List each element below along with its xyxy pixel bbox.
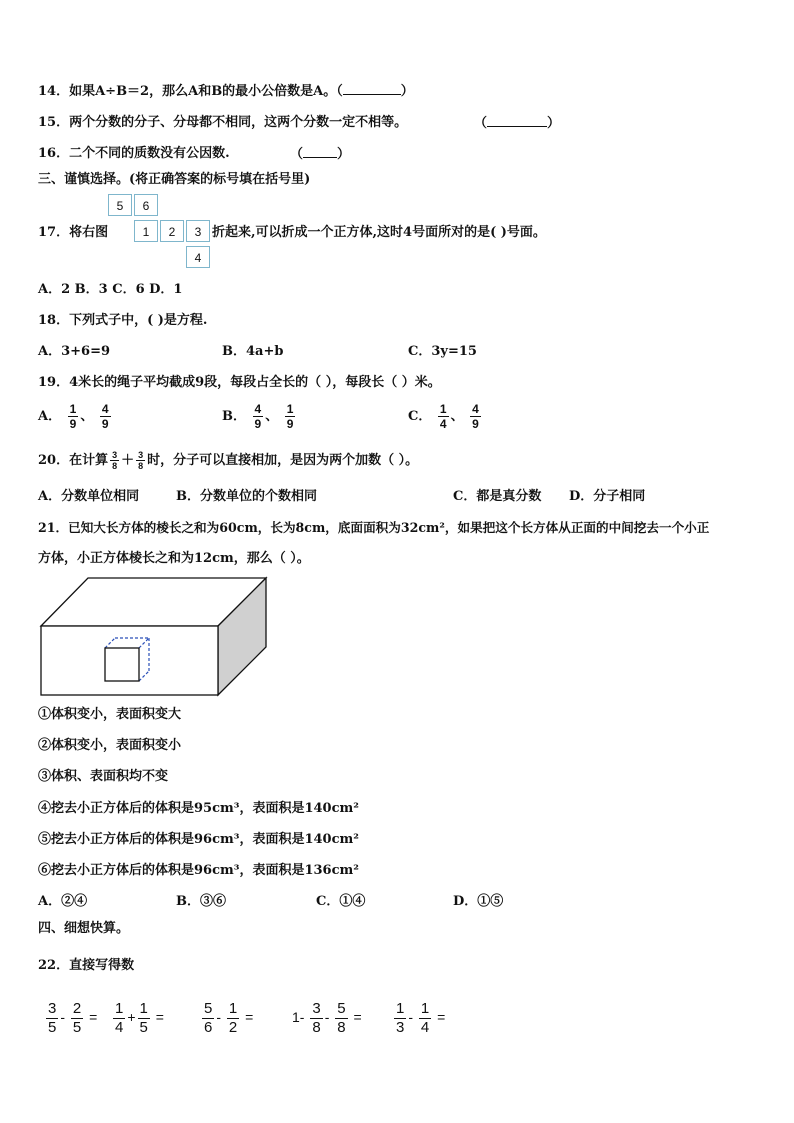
question-16: 16．二个不同的质数没有公因数. [38, 146, 230, 161]
question-14: 14．如果A÷B＝2，那么A和B的最小公倍数是A。（ ） [38, 84, 414, 99]
net-face-4: 4 [186, 246, 210, 268]
section-4-heading: 四、细想快算。 [38, 921, 130, 936]
option-19-c: C． $\frac{1}{4}$ 、 $\frac{4}{9}$ [408, 402, 479, 431]
section-3-heading: 三、谨慎选择。(将正确答案的标号填在括号里) [38, 172, 311, 187]
net-face-5: 5 [108, 194, 132, 216]
statement-3: ③体积、表面积均不变 [38, 769, 169, 784]
net-face-2: 2 [160, 220, 184, 242]
question-20: 20．在计算 $\frac{3}{8}$ ＋ $\frac{3}{8}$ 时，分子可以直接相加，是因为两个加数（ ）。 [38, 450, 419, 471]
cuboid-figure [38, 575, 270, 697]
option-18-c: C．3y=15 [408, 344, 477, 359]
option-21-b: B．③⑥ [176, 894, 226, 909]
calc-expression-3: $\frac{5}{6}$ - $\frac{1}{2}$ = [204, 1000, 254, 1036]
statement-1: ①体积变小，表面积变大 [38, 707, 182, 722]
fraction: $\frac{5}{6}$ [204, 1000, 213, 1036]
option-19-a: A． $\frac{1}{9}$ 、 $\frac{4}{9}$ [38, 402, 109, 431]
cuboid-side-face [218, 578, 266, 695]
question-19: 19．4米长的绳子平均截成9段，每段占全长的（ ），每段长（ ）米。 [38, 375, 441, 390]
statement-5: ⑤挖去小正方体后的体积是96cm³，表面积是140cm² [38, 832, 359, 847]
option-20-b: B．分数单位的个数相同 [176, 489, 317, 504]
question-22: 22．直接写得数 [38, 958, 135, 973]
statement-4: ④挖去小正方体后的体积是95cm³，表面积是140cm² [38, 801, 359, 816]
fraction: $\frac{1}{4}$ [439, 402, 447, 431]
fraction: $\frac{5}{8}$ [337, 1000, 346, 1036]
fraction: $\frac{1}{9}$ [286, 402, 294, 431]
question-16-answer: （ ） [290, 147, 351, 162]
question-17-text: 折起来,可以折成一个正方体,这时4号面所对的是( )号面。 [212, 225, 546, 240]
cuboid-front-face [41, 626, 218, 695]
fraction: $\frac{3}{5}$ [48, 1000, 57, 1036]
fraction: $\frac{3}{8}$ [138, 450, 144, 471]
option-18-a: A．3+6=9 [38, 344, 111, 359]
fraction: $\frac{1}{4}$ [115, 1000, 124, 1036]
fraction: $\frac{3}{8}$ [112, 450, 118, 471]
net-face-3: 3 [186, 220, 210, 242]
fraction: $\frac{1}{4}$ [420, 1000, 430, 1036]
question-15-answer: （ ） [474, 116, 561, 131]
answer-blank[interactable] [303, 145, 337, 158]
fraction: $\frac{4}{9}$ [101, 402, 109, 431]
answer-blank[interactable] [343, 82, 401, 95]
option-21-a: A．②④ [38, 894, 88, 909]
option-21-c: C．①④ [316, 894, 366, 909]
option-19-b: B． $\frac{4}{9}$ 、 $\frac{1}{9}$ [222, 402, 294, 431]
fraction: $\frac{4}{9}$ [472, 402, 479, 431]
fraction: $\frac{1}{5}$ [139, 1000, 148, 1036]
fraction: $\frac{1}{2}$ [228, 1000, 238, 1036]
question-21-line-1: 21．已知大长方体的棱长之和为60cm，长为8cm，底面面积为32cm²，如果把这个长方体从正面的中间挖去一个小正 [38, 520, 710, 535]
net-face-6: 6 [134, 194, 158, 216]
statement-2: ②体积变小，表面积变小 [38, 738, 182, 753]
calc-expression-2: $\frac{1}{4}$ + $\frac{1}{5}$ = [115, 1000, 164, 1036]
option-20-c: C．都是真分数 [453, 489, 542, 504]
calc-expression-1: $\frac{3}{5}$ - $\frac{2}{5}$ = [48, 1000, 98, 1036]
answer-blank[interactable] [487, 114, 547, 127]
fraction: $\frac{3}{8}$ [312, 1000, 321, 1036]
option-21-d: D．①⑤ [453, 894, 504, 909]
net-face-1: 1 [134, 220, 158, 242]
statement-6: ⑥挖去小正方体后的体积是96cm³，表面积是136cm² [38, 863, 359, 878]
fraction: $\frac{1}{3}$ [396, 1000, 405, 1036]
option-18-b: B．4a+b [222, 344, 284, 359]
question-18: 18．下列式子中，( )是方程. [38, 313, 208, 328]
option-20-a: A．分数单位相同 [38, 489, 140, 504]
question-17-options: A．2 B．3 C．6 D．1 [38, 282, 183, 297]
fraction: $\frac{2}{5}$ [72, 1000, 82, 1036]
question-15: 15．两个分数的分子、分母都不相同，这两个分数一定不相等。 [38, 115, 408, 130]
fraction: $\frac{4}{9}$ [254, 402, 262, 431]
option-20-d: D．分子相同 [569, 489, 646, 504]
fraction: $\frac{1}{9}$ [69, 402, 77, 431]
calc-expression-4: 1- $\frac{3}{8}$ - $\frac{5}{8}$ = [292, 1000, 362, 1036]
question-17-prefix: 17．将右图 [38, 225, 109, 240]
calc-expression-5: $\frac{1}{3}$ - $\frac{1}{4}$ = [396, 1000, 446, 1036]
question-21-line-2: 方体，小正方体棱长之和为12cm，那么（ ）。 [38, 551, 310, 566]
